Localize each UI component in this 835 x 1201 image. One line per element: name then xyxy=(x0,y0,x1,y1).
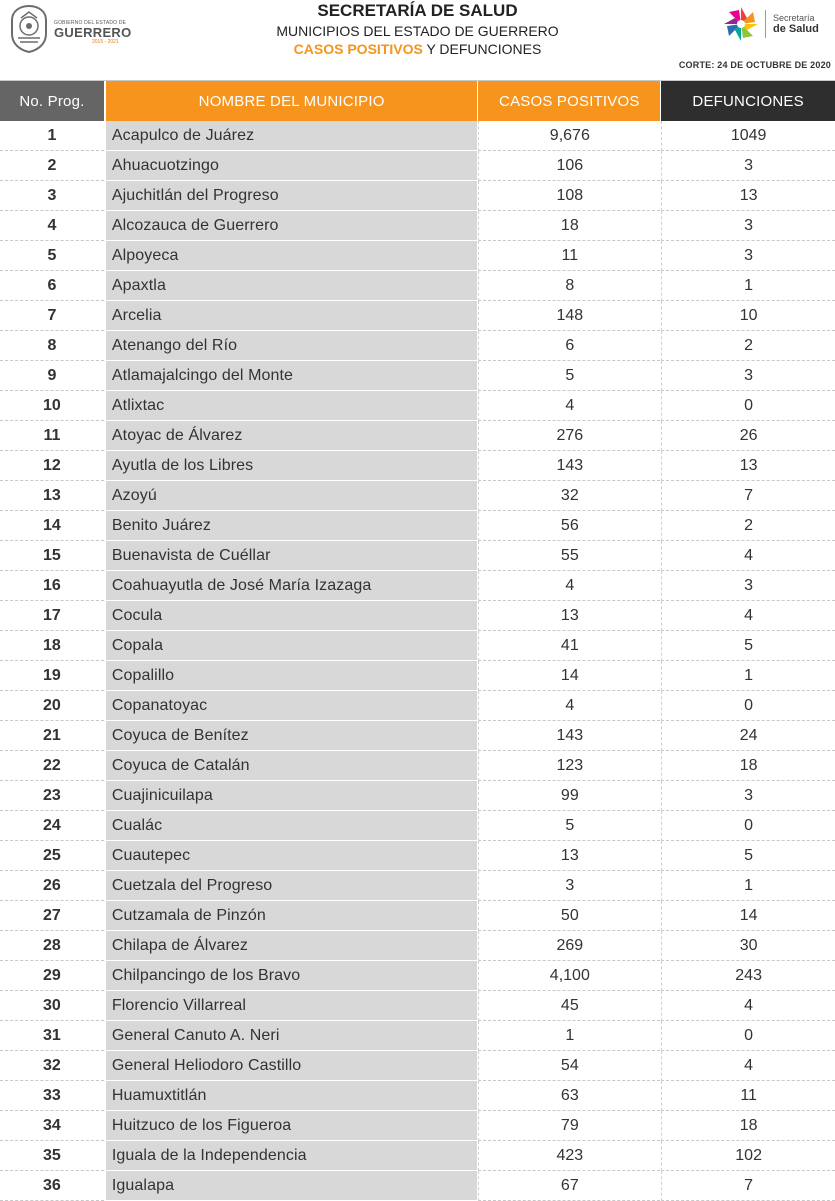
deaths: 18 xyxy=(661,1111,835,1141)
positive-cases: 8 xyxy=(478,271,660,301)
row-number: 20 xyxy=(0,691,104,721)
municipality-name: Ayutla de los Libres xyxy=(106,451,478,481)
positive-cases: 148 xyxy=(478,301,660,331)
deaths: 10 xyxy=(661,301,835,331)
deaths: 1 xyxy=(661,871,835,901)
row-number: 31 xyxy=(0,1021,104,1051)
positive-cases: 55 xyxy=(478,541,660,571)
deaths: 13 xyxy=(661,451,835,481)
table-row xyxy=(0,1081,835,1111)
positive-cases: 56 xyxy=(478,511,660,541)
deaths: 7 xyxy=(661,1171,835,1201)
row-number: 16 xyxy=(0,571,104,601)
table-row xyxy=(0,511,835,541)
deaths: 5 xyxy=(661,631,835,661)
positive-cases: 9,676 xyxy=(478,121,660,151)
row-number: 8 xyxy=(0,331,104,361)
row-number: 35 xyxy=(0,1141,104,1171)
positive-cases: 143 xyxy=(478,721,660,751)
table-row xyxy=(0,451,835,481)
municipality-name: Ahuacuotzingo xyxy=(106,151,478,181)
table-row xyxy=(0,121,835,151)
deaths: 3 xyxy=(661,211,835,241)
row-number: 23 xyxy=(0,781,104,811)
cutoff-date: CORTE: 24 DE OCTUBRE DE 2020 xyxy=(678,60,831,70)
positive-cases: 423 xyxy=(478,1141,660,1171)
municipality-name: General Canuto A. Neri xyxy=(106,1021,478,1051)
table-row xyxy=(0,1051,835,1081)
column-header-no: No. Prog. xyxy=(0,81,104,121)
positive-cases: 14 xyxy=(478,661,660,691)
municipality-name: Chilpancingo de los Bravo xyxy=(106,961,478,991)
row-number: 25 xyxy=(0,841,104,871)
page-subtitle-2 xyxy=(200,40,635,58)
positive-cases: 123 xyxy=(478,751,660,781)
table-row xyxy=(0,421,835,451)
row-number: 32 xyxy=(0,1051,104,1081)
municipality-name: Igualapa xyxy=(106,1171,478,1201)
municipality-name: Apaxtla xyxy=(106,271,478,301)
row-number: 2 xyxy=(0,151,104,181)
row-number: 24 xyxy=(0,811,104,841)
deaths: 3 xyxy=(661,151,835,181)
positive-cases: 99 xyxy=(478,781,660,811)
positive-cases: 269 xyxy=(478,931,660,961)
positive-cases: 18 xyxy=(478,211,660,241)
table-row xyxy=(0,151,835,181)
municipality-name: Coyuca de Benítez xyxy=(106,721,478,751)
gov-state-name: GUERRERO xyxy=(54,25,132,40)
municipality-name: Alpoyeca xyxy=(106,241,478,271)
positive-cases: 5 xyxy=(478,811,660,841)
table-row xyxy=(0,781,835,811)
deaths: 243 xyxy=(661,961,835,991)
municipality-name: Cualác xyxy=(106,811,478,841)
deaths: 2 xyxy=(661,511,835,541)
column-header-deaths: DEFUNCIONES xyxy=(661,81,835,121)
table-row xyxy=(0,691,835,721)
municipality-name: General Heliodoro Castillo xyxy=(106,1051,478,1081)
gov-state-label: GOBIERNO DEL ESTADO DE xyxy=(54,20,127,26)
table-row xyxy=(0,541,835,571)
deaths: 3 xyxy=(661,241,835,271)
positive-cases: 11 xyxy=(478,241,660,271)
salud-logo-text xyxy=(773,13,819,35)
positive-cases: 4 xyxy=(478,691,660,721)
table-row xyxy=(0,1021,835,1051)
municipality-name: Alcozauca de Guerrero xyxy=(106,211,478,241)
deaths: 4 xyxy=(661,1051,835,1081)
subtitle-rest: Y DEFUNCIONES xyxy=(422,41,542,57)
deaths: 3 xyxy=(661,361,835,391)
deaths: 14 xyxy=(661,901,835,931)
page-subtitle: MUNICIPIOS DEL ESTADO DE GUERRERO xyxy=(276,23,559,39)
municipality-name: Cuetzala del Progreso xyxy=(106,871,478,901)
positive-cases: 13 xyxy=(478,841,660,871)
municipality-name: Atlixtac xyxy=(106,391,478,421)
salud-flower-icon xyxy=(721,4,761,44)
table-row xyxy=(0,241,835,271)
table-row xyxy=(0,871,835,901)
row-number: 19 xyxy=(0,661,104,691)
municipality-name: Copanatoyac xyxy=(106,691,478,721)
municipality-name: Buenavista de Cuéllar xyxy=(106,541,478,571)
positive-cases: 1 xyxy=(478,1021,660,1051)
deaths: 7 xyxy=(661,481,835,511)
row-number: 28 xyxy=(0,931,104,961)
deaths: 102 xyxy=(661,1141,835,1171)
municipality-name: Acapulco de Juárez xyxy=(106,121,478,151)
deaths: 3 xyxy=(661,781,835,811)
positive-cases: 54 xyxy=(478,1051,660,1081)
row-number: 17 xyxy=(0,601,104,631)
row-number: 29 xyxy=(0,961,104,991)
deaths: 4 xyxy=(661,991,835,1021)
gov-term-years: 2015 - 2021 xyxy=(92,39,119,45)
table-row xyxy=(0,1111,835,1141)
table-row xyxy=(0,391,835,421)
municipality-name: Ajuchitlán del Progreso xyxy=(106,181,478,211)
row-number: 5 xyxy=(0,241,104,271)
positive-cases: 41 xyxy=(478,631,660,661)
municipality-name: Atlamajalcingo del Monte xyxy=(106,361,478,391)
deaths: 26 xyxy=(661,421,835,451)
municipality-name: Copalillo xyxy=(106,661,478,691)
municipality-name: Azoyú xyxy=(106,481,478,511)
row-number: 34 xyxy=(0,1111,104,1141)
municipality-name: Huamuxtitlán xyxy=(106,1081,478,1111)
municipality-name: Cutzamala de Pinzón xyxy=(106,901,478,931)
column-header-name: NOMBRE DEL MUNICIPIO xyxy=(106,81,478,121)
row-number: 30 xyxy=(0,991,104,1021)
table-row xyxy=(0,751,835,781)
positive-cases: 4 xyxy=(478,391,660,421)
positive-cases: 32 xyxy=(478,481,660,511)
positive-cases: 4,100 xyxy=(478,961,660,991)
positive-cases: 108 xyxy=(478,181,660,211)
positive-cases: 79 xyxy=(478,1111,660,1141)
municipality-name: Arcelia xyxy=(106,301,478,331)
positive-cases: 5 xyxy=(478,361,660,391)
municipality-name: Cocula xyxy=(106,601,478,631)
subtitle-accent: CASOS POSITIVOS xyxy=(293,41,423,57)
table-row xyxy=(0,271,835,301)
row-number: 33 xyxy=(0,1081,104,1111)
guerrero-logo-text xyxy=(54,20,138,45)
table-row xyxy=(0,721,835,751)
deaths: 3 xyxy=(661,571,835,601)
row-number: 7 xyxy=(0,301,104,331)
logo-separator xyxy=(765,10,766,38)
municipality-name: Coyuca de Catalán xyxy=(106,751,478,781)
municipality-name: Coahuayutla de José María Izazaga xyxy=(106,571,478,601)
row-number: 27 xyxy=(0,901,104,931)
row-number: 21 xyxy=(0,721,104,751)
document-titles xyxy=(200,0,635,58)
municipality-name: Benito Juárez xyxy=(106,511,478,541)
row-number: 1 xyxy=(0,121,104,151)
positive-cases: 143 xyxy=(478,451,660,481)
row-number: 6 xyxy=(0,271,104,301)
guerrero-shield-icon xyxy=(8,4,50,54)
deaths: 1 xyxy=(661,661,835,691)
municipality-name: Florencio Villarreal xyxy=(106,991,478,1021)
positive-cases: 67 xyxy=(478,1171,660,1201)
deaths: 0 xyxy=(661,1021,835,1051)
table-body xyxy=(0,121,835,1201)
municipality-name: Huitzuco de los Figueroa xyxy=(106,1111,478,1141)
page-title: SECRETARÍA DE SALUD xyxy=(317,1,518,20)
municipality-name: Atoyac de Álvarez xyxy=(106,421,478,451)
table-row xyxy=(0,931,835,961)
deaths: 18 xyxy=(661,751,835,781)
deaths: 24 xyxy=(661,721,835,751)
page-header xyxy=(0,0,835,80)
table-row xyxy=(0,661,835,691)
table-row xyxy=(0,1141,835,1171)
positive-cases: 50 xyxy=(478,901,660,931)
municipality-name: Atenango del Río xyxy=(106,331,478,361)
table-row xyxy=(0,1171,835,1201)
table-row xyxy=(0,181,835,211)
row-number: 14 xyxy=(0,511,104,541)
deaths: 1 xyxy=(661,271,835,301)
secretaria-salud-logo xyxy=(721,4,831,50)
deaths: 4 xyxy=(661,541,835,571)
positive-cases: 45 xyxy=(478,991,660,1021)
deaths: 0 xyxy=(661,811,835,841)
table-row xyxy=(0,961,835,991)
municipality-name: Cuajinicuilapa xyxy=(106,781,478,811)
row-number: 18 xyxy=(0,631,104,661)
row-number: 13 xyxy=(0,481,104,511)
positive-cases: 276 xyxy=(478,421,660,451)
table-row xyxy=(0,901,835,931)
table-row xyxy=(0,481,835,511)
deaths: 5 xyxy=(661,841,835,871)
row-number: 12 xyxy=(0,451,104,481)
row-number: 15 xyxy=(0,541,104,571)
table-row xyxy=(0,301,835,331)
deaths: 0 xyxy=(661,391,835,421)
table-row xyxy=(0,631,835,661)
deaths: 0 xyxy=(661,691,835,721)
row-number: 11 xyxy=(0,421,104,451)
column-header-cases: CASOS POSITIVOS xyxy=(478,81,660,121)
table-row xyxy=(0,571,835,601)
municipalities-table xyxy=(0,80,835,1201)
municipality-name: Copala xyxy=(106,631,478,661)
positive-cases: 3 xyxy=(478,871,660,901)
row-number: 4 xyxy=(0,211,104,241)
row-number: 9 xyxy=(0,361,104,391)
table-row xyxy=(0,991,835,1021)
positive-cases: 63 xyxy=(478,1081,660,1111)
positive-cases: 4 xyxy=(478,571,660,601)
deaths: 4 xyxy=(661,601,835,631)
deaths: 2 xyxy=(661,331,835,361)
table-row xyxy=(0,331,835,361)
table-row xyxy=(0,211,835,241)
municipality-name: Iguala de la Independencia xyxy=(106,1141,478,1171)
salud-small-label: Secretaría xyxy=(773,13,815,23)
deaths: 13 xyxy=(661,181,835,211)
deaths: 1049 xyxy=(661,121,835,151)
municipality-name: Cuautepec xyxy=(106,841,478,871)
row-number: 26 xyxy=(0,871,104,901)
table-header xyxy=(0,81,835,121)
table-row xyxy=(0,601,835,631)
table-row xyxy=(0,841,835,871)
positive-cases: 13 xyxy=(478,601,660,631)
row-number: 36 xyxy=(0,1171,104,1201)
salud-big-label: de Salud xyxy=(773,23,819,35)
guerrero-government-logo xyxy=(8,4,138,54)
positive-cases: 6 xyxy=(478,331,660,361)
municipality-name: Chilapa de Álvarez xyxy=(106,931,478,961)
deaths: 30 xyxy=(661,931,835,961)
table-row xyxy=(0,811,835,841)
deaths: 11 xyxy=(661,1081,835,1111)
row-number: 22 xyxy=(0,751,104,781)
positive-cases: 106 xyxy=(478,151,660,181)
row-number: 3 xyxy=(0,181,104,211)
table-row xyxy=(0,361,835,391)
row-number: 10 xyxy=(0,391,104,421)
